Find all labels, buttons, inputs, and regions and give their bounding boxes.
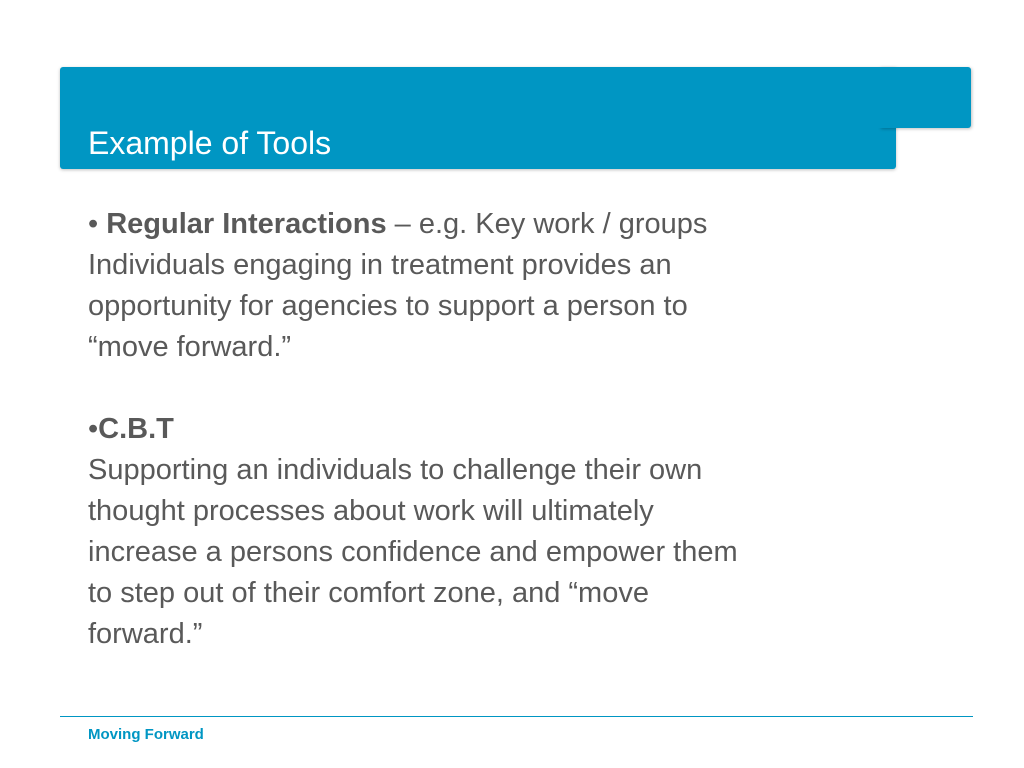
footer-label: Moving Forward [88,726,204,743]
bullet-regular-interactions [88,204,888,245]
slide-title: Example of Tools [88,125,332,161]
body-line: to step out of their comfort zone, and “move [88,577,649,609]
bullet-heading: Regular Interactions [106,208,387,240]
bullet-heading: C.B.T [98,413,174,445]
slide-body [88,204,888,655]
body-line: Supporting an individuals to challenge their own [88,454,703,486]
body-line: thought processes about work will ultimately [88,495,654,527]
paragraph-gap [88,368,888,409]
footer-divider [60,716,973,717]
body-line: increase a persons confidence and empower them [88,536,738,568]
bullet-marker: • [88,413,99,445]
body-line: forward.” [88,618,203,650]
bullet-marker: • [88,208,107,240]
body-line: “move forward.” [88,331,292,363]
body-line: opportunity for agencies to support a person to [88,290,688,322]
bullet-cbt [88,409,888,450]
bullet-heading-suffix: – e.g. Key work / groups [386,208,708,240]
title-bar-joint [860,67,900,128]
body-line: Individuals engaging in treatment provides an [88,249,672,281]
